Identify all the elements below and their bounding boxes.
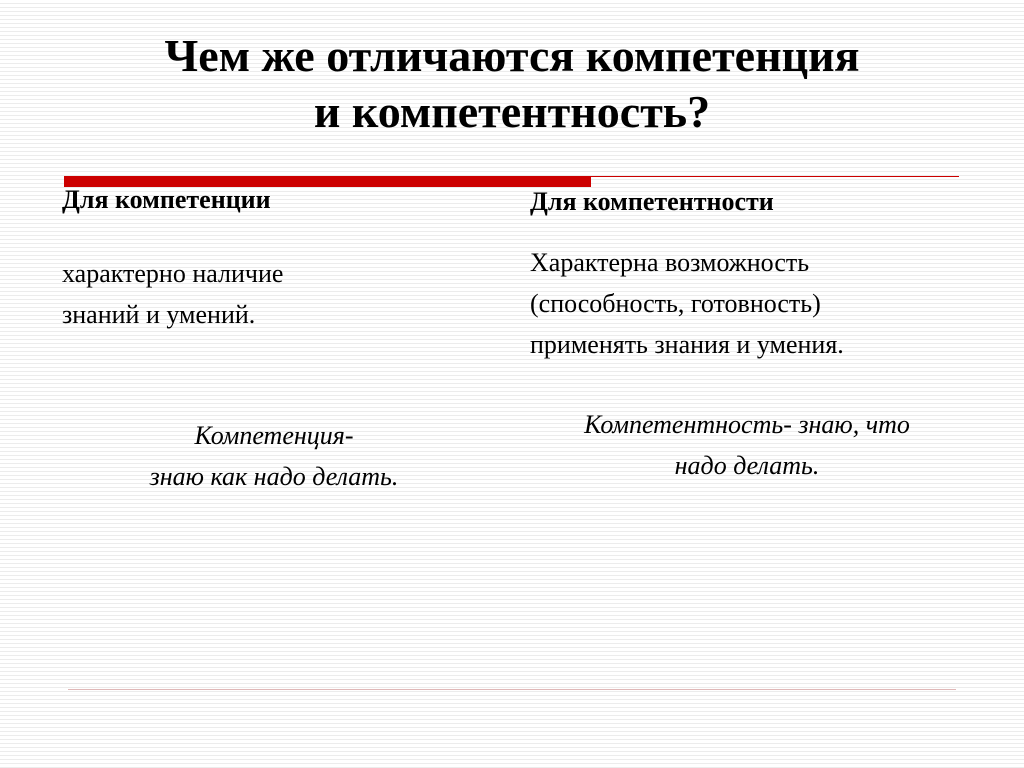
left-text-line: характерно наличие — [62, 259, 284, 288]
slide-title — [40, 28, 984, 140]
right-note-line: Компетентность- знаю, что — [584, 410, 910, 439]
title-line-1: Чем же отличаются компетенция — [164, 30, 860, 81]
right-column-heading: Для компетентности — [530, 187, 774, 216]
left-note-line: Компетенция- — [194, 421, 354, 450]
left-text-line: знаний и умений. — [62, 300, 256, 329]
left-column-text — [62, 253, 482, 335]
right-text-line: (способность, готовность) — [530, 289, 821, 318]
footer-divider — [68, 689, 956, 690]
left-definition-note — [84, 415, 464, 497]
left-column-heading: Для компетенции — [62, 185, 271, 214]
right-text-line: применять знания и умения. — [530, 330, 844, 359]
left-note-line: знаю как надо делать. — [149, 462, 399, 491]
right-definition-note — [500, 404, 994, 486]
right-text-line: Характерна возможность — [530, 248, 810, 277]
title-line-2: и компетентность? — [313, 86, 711, 137]
accent-divider-thin — [591, 176, 959, 177]
right-note-line: надо делать. — [674, 451, 820, 480]
right-column-text — [530, 242, 1000, 365]
